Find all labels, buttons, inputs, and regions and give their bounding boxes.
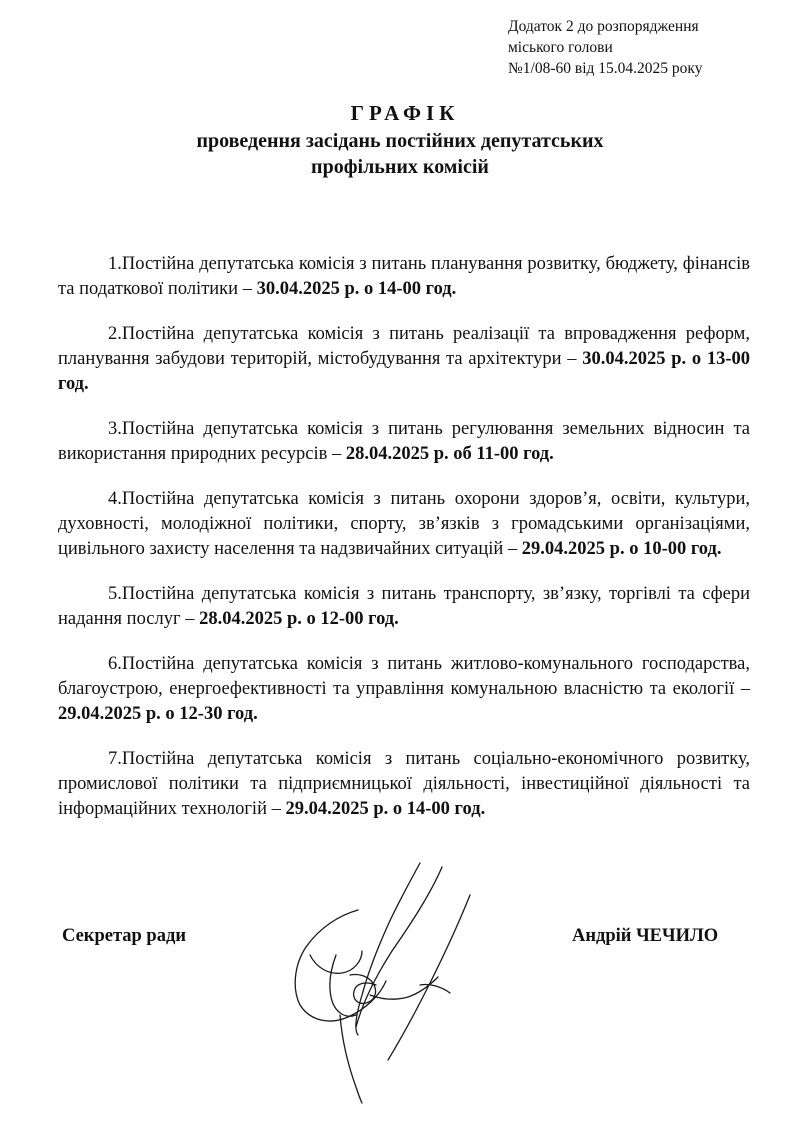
signature-stroke bbox=[388, 895, 470, 1060]
commission-item-3 bbox=[58, 417, 750, 467]
commission-text: 2.Постійна депутатська комісія з питань реалізації та впровадження реформ, планування забудови територій, містобудування та архітектури – bbox=[58, 324, 750, 369]
handwritten-signature bbox=[270, 855, 500, 1105]
commission-item-6 bbox=[58, 652, 750, 727]
commission-schedule: 30.04.2025 р. о 13-00 год. bbox=[58, 349, 751, 394]
appendix-line-1: Додаток 2 до розпорядження bbox=[508, 18, 699, 35]
signer-name: Андрій ЧЕЧИЛО bbox=[572, 926, 719, 946]
commission-text: 6.Постійна депутатська комісія з питань житлово-комунального господарства, благоустрою, енергоефективності та управління комунальною власністю та екології – bbox=[58, 654, 750, 699]
commission-text: 1.Постійна депутатська комісія з питань планування розвитку, бюджету, фінансів та податкової політики – bbox=[58, 254, 750, 299]
signature-stroke bbox=[340, 1015, 362, 1103]
commission-item-5 bbox=[58, 582, 750, 632]
title-subtitle-line-1: проведення засідань постійних депутатських bbox=[196, 130, 604, 152]
commission-schedule: 29.04.2025 р. о 12-30 год. bbox=[58, 704, 258, 724]
commission-schedule: 28.04.2025 р. о 12-00 год. bbox=[199, 609, 399, 629]
commission-schedule: 29.04.2025 р. о 10-00 год. bbox=[521, 539, 722, 559]
commission-item-2 bbox=[58, 322, 750, 397]
commission-item-4 bbox=[58, 487, 750, 562]
title-subtitle-line-2: профільних комісій bbox=[311, 156, 489, 178]
commission-text: 4.Постійна депутатська комісія з питань охорони здоров’я, освіти, культури, духовності, молодіжної політики, спорту, зв’язків з громадськими організаціями, цивільного захисту населення та надзвичайних ситуацій – bbox=[58, 489, 750, 559]
commission-item-1 bbox=[58, 252, 750, 302]
appendix-line-3: №1/08-60 від 15.04.2025 року bbox=[508, 60, 703, 77]
commission-text: 5.Постійна депутатська комісія з питань транспорту, зв’язку, торгівлі та сфери надання послуг – bbox=[58, 584, 750, 629]
signature-stroke bbox=[330, 955, 356, 1016]
commission-item-7 bbox=[58, 747, 750, 822]
appendix-note bbox=[508, 16, 768, 79]
appendix-line-2: міського голови bbox=[508, 39, 613, 56]
signature-block bbox=[0, 926, 800, 956]
commission-text: 3.Постійна депутатська комісія з питань регулювання земельних відносин та використання природних ресурсів – bbox=[58, 419, 750, 464]
commission-schedule: 28.04.2025 р. об 11-00 год. bbox=[345, 444, 554, 464]
commission-text: 7.Постійна депутатська комісія з питань соціально-економічного розвитку, промислової політики та підприємницької діяльності, інвестиційної діяльності та інформаційних технологій – bbox=[58, 749, 750, 819]
signature-stroke bbox=[350, 974, 376, 1003]
commission-schedule: 30.04.2025 р. о 14-00 год. bbox=[256, 279, 457, 299]
commission-schedule: 29.04.2025 р. о 14-00 год. bbox=[285, 799, 486, 819]
title-main: ГРАФІК bbox=[350, 101, 460, 125]
commission-list bbox=[58, 252, 750, 842]
signer-position: Секретар ради bbox=[62, 926, 186, 946]
document-title bbox=[0, 99, 800, 180]
